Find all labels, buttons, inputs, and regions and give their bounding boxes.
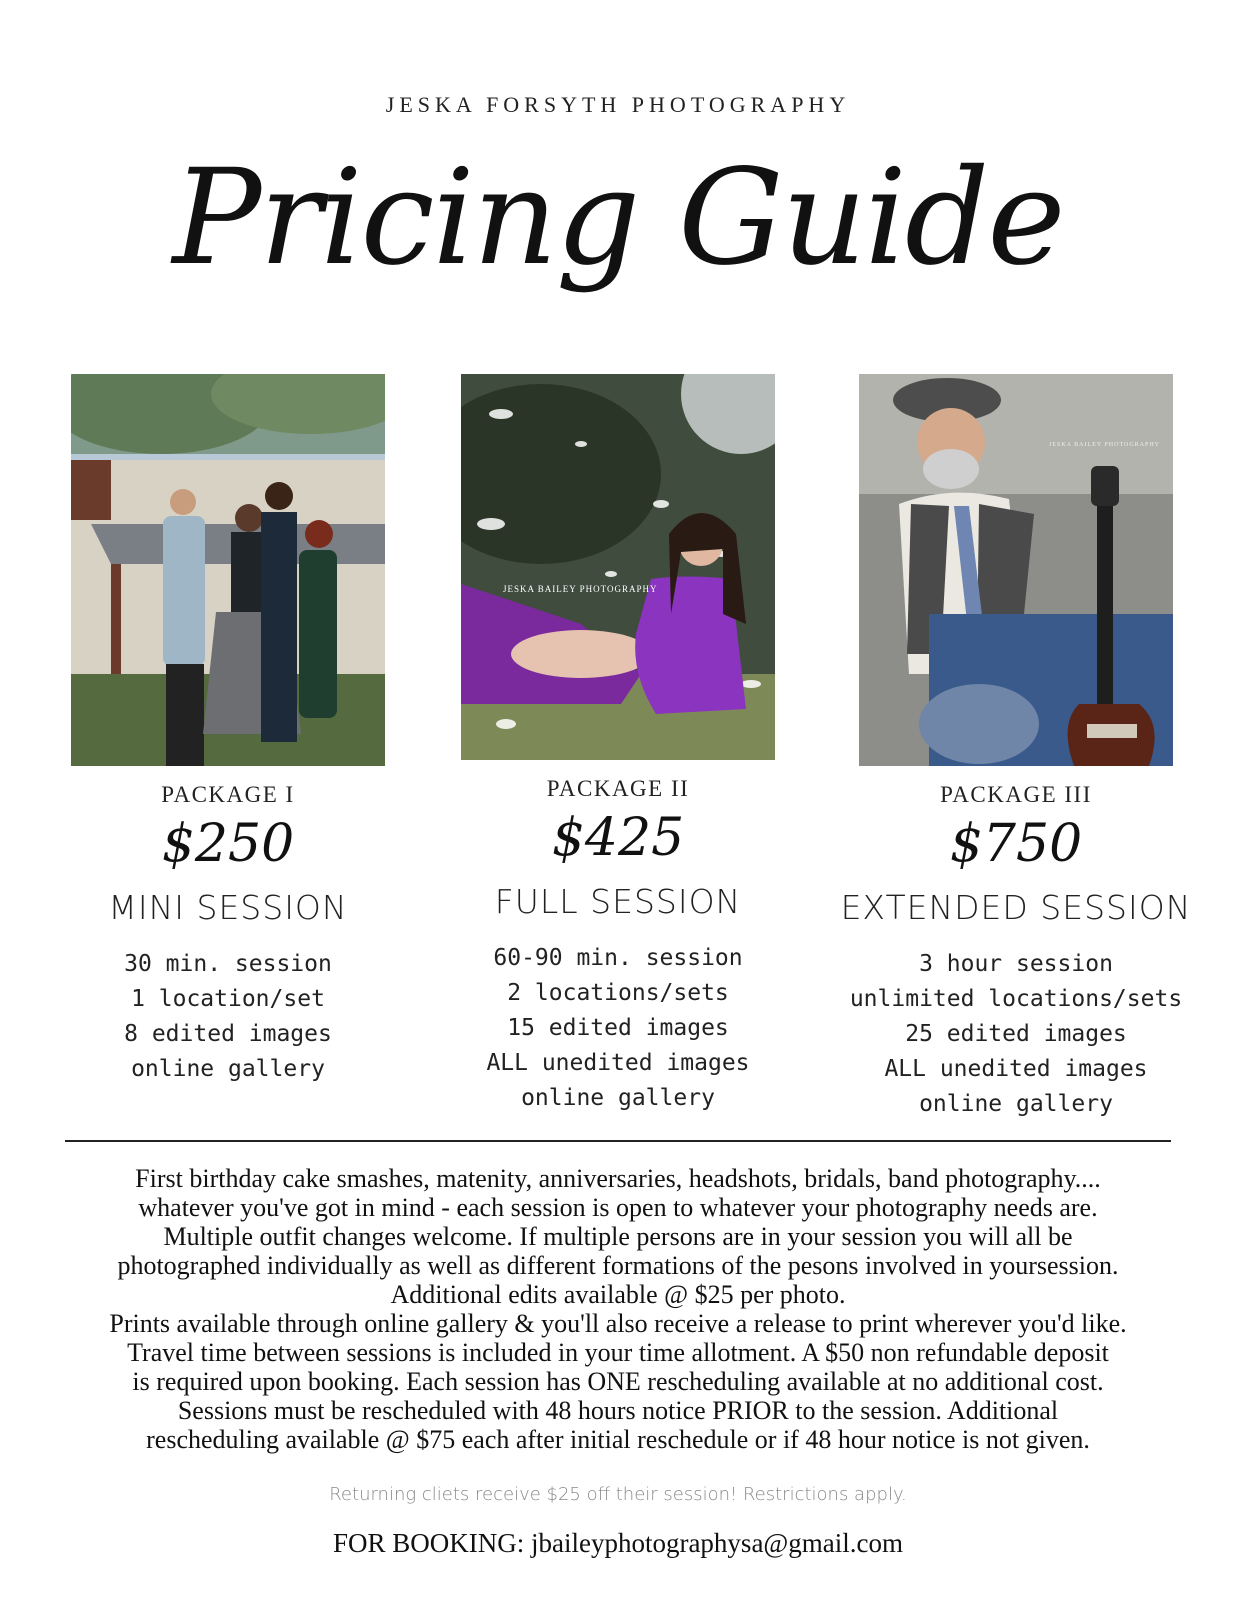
package-features [428,941,808,1116]
package-card-3 [826,374,1206,1122]
returning-client-note: Returning cliets receive $25 off their session! Restrictions apply. [329,1484,907,1505]
package-label: PACKAGE III [940,782,1092,807]
policy-line: whatever you've got in mind - each session is open to whatever your photography needs are. [138,1193,1098,1222]
feature-item: ALL unedited images [486,1050,750,1076]
feature-item: ALL unedited images [884,1056,1148,1082]
feature-item: 30 min. session [124,951,332,977]
photo-watermark: JESKA BAILEY PHOTOGRAPHY [503,584,658,594]
policy-line: First birthday cake smashes, matenity, anniversaries, headshots, bridals, band photography.... [135,1164,1101,1193]
feature-item: 2 locations/sets [507,980,729,1006]
package-price: $425 [551,808,685,868]
photo-watermark: JESKA BAILEY PHOTOGRAPHY [1049,442,1161,448]
booking-contact: FOR BOOKING: jbaileyphotographysa@gmail.com [332,1528,904,1558]
package-name: EXTENDED SESSION [840,888,1192,927]
policy-line: photographed individually as well as different formations of the pesons involved in yoursession. [117,1251,1119,1280]
policy-text [40,1164,1196,1454]
feature-item: online gallery [919,1091,1113,1117]
feature-item: unlimited locations/sets [849,986,1183,1012]
policy-line: Additional edits available @ $25 per photo. [390,1280,846,1309]
package-price: $750 [949,814,1083,874]
feature-item: 8 edited images [124,1021,332,1047]
family-portrait-photo [71,374,385,766]
policy-line: is required upon booking. Each session has ONE rescheduling available at no additional cost. [132,1367,1104,1396]
package-price: $250 [161,814,295,874]
package-card-1 [38,374,418,1087]
package-label: PACKAGE I [161,782,295,807]
feature-item: 15 edited images [507,1015,729,1041]
package-features [38,947,418,1087]
package-card-2 [428,374,808,1116]
package-name: MINI SESSION [108,888,348,927]
feature-item: online gallery [521,1085,715,1111]
policy-line: Travel time between sessions is included in your time allotment. A $50 non refundable deposit [127,1338,1109,1367]
policy-line: Prints available through online gallery & you'll also receive a release to print wherever you'd like. [109,1309,1127,1338]
feature-item: online gallery [131,1056,325,1082]
package-name: FULL SESSION [494,882,742,921]
page-title: Pricing Guide [172,141,1064,295]
maternity-portrait-photo [461,374,775,760]
feature-item: 3 hour session [919,951,1113,977]
feature-item: 25 edited images [905,1021,1127,1047]
package-label: PACKAGE II [546,776,690,801]
feature-item: 1 location/set [131,986,325,1012]
policy-line: rescheduling available @ $75 each after initial reschedule or if 48 hour notice is not given. [146,1425,1090,1454]
package-features [826,947,1206,1122]
divider [65,1140,1171,1142]
policy-line: Sessions must be rescheduled with 48 hours notice PRIOR to the session. Additional [177,1396,1059,1425]
policy-line: Multiple outfit changes welcome. If multiple persons are in your session you will all be [163,1222,1073,1251]
musician-portrait-photo [859,374,1173,766]
brand-name: JESKA FORSYTH PHOTOGRAPHY [385,92,851,117]
feature-item: 60-90 min. session [493,945,743,971]
